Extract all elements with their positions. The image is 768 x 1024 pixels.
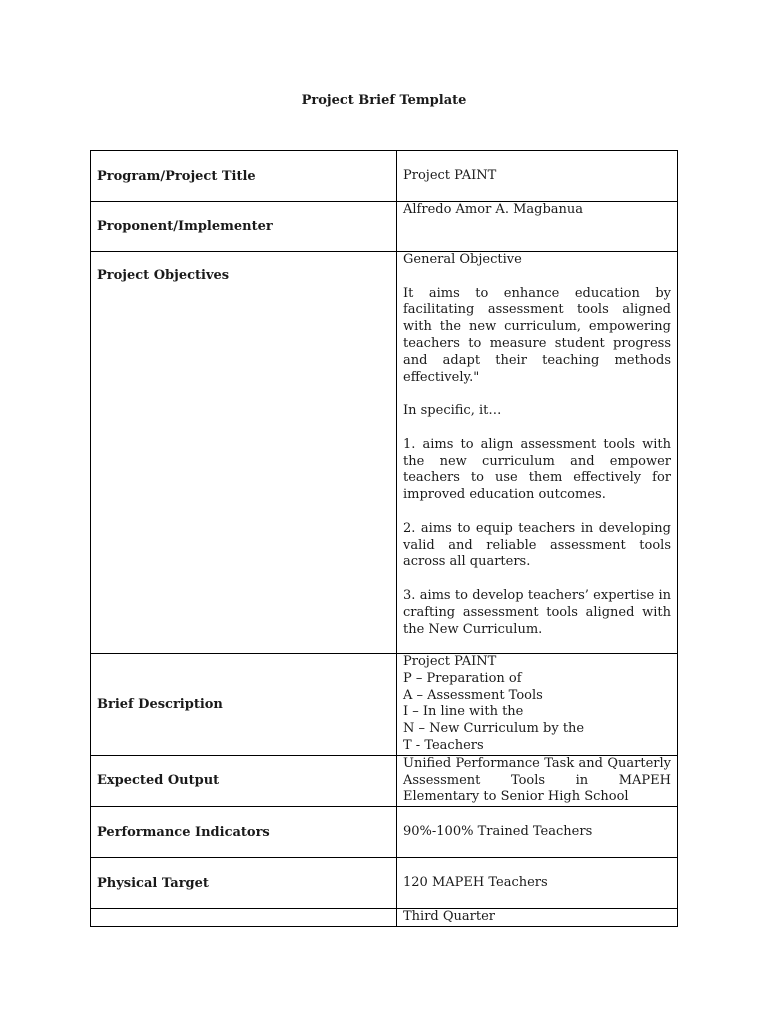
description-line: I – In line with the (403, 704, 524, 720)
expected-output-label: Expected Output (91, 755, 397, 806)
description-line: T - Teachers (403, 737, 484, 753)
physical-target-value: 120 MAPEH Teachers (397, 858, 678, 909)
proponent-value: Alfredo Amor A. Magbanua (397, 202, 678, 252)
table-row-physical-target (91, 858, 678, 909)
performance-indicators-label: Performance Indicators (91, 807, 397, 858)
description-line: N – New Curriculum by the (403, 721, 585, 737)
description-line: P – Preparation of (403, 670, 522, 686)
general-objective-text: It aims to enhance education by facilitating assessment tools aligned with the new curriculum, empowering teachers to measure student progress and adapt their teaching methods effectively." (403, 285, 671, 385)
expected-output-value: Unified Performance Task and Quarterly Assessment Tools in MAPEH Elementary to Senior High School (397, 755, 678, 806)
timeline-value: Third Quarter (397, 909, 678, 927)
specific-objective-2: 2. aims to equip teachers in developing valid and reliable assessment tools across all quarters. (403, 520, 671, 570)
timeline-label (91, 909, 397, 927)
table-row-proponent (91, 202, 678, 252)
specific-intro: In specific, it… (403, 403, 502, 419)
physical-target-label: Physical Target (91, 858, 397, 909)
general-objective-heading: General Objective (403, 252, 522, 267)
description-label: Brief Description (91, 654, 397, 756)
description-line: A – Assessment Tools (403, 687, 543, 703)
specific-objective-1: 1. aims to align assessment tools with the new curriculum and empower teachers to use them effectively for improved education outcomes. (403, 436, 671, 503)
table-row-expected-output (91, 755, 678, 806)
table-row-objectives (91, 252, 678, 654)
program-title-value: Project PAINT (397, 151, 678, 202)
objectives-value (397, 252, 678, 654)
table-row-description (91, 654, 678, 756)
program-title-label: Program/Project Title (91, 151, 397, 202)
table-row-timeline (91, 909, 678, 927)
description-line: Project PAINT (403, 654, 497, 669)
description-value (397, 654, 678, 756)
objectives-label: Project Objectives (91, 252, 397, 654)
proponent-label: Proponent/Implementer (91, 202, 397, 252)
project-brief-table (90, 150, 678, 927)
performance-indicators-value: 90%-100% Trained Teachers (397, 807, 678, 858)
table-row-program-title (91, 151, 678, 202)
specific-objective-3: 3. aims to develop teachers’ expertise in crafting assessment tools aligned with the New Curriculum. (403, 587, 671, 637)
document-title: Project Brief Template (301, 93, 467, 108)
table-row-performance-indicators (91, 807, 678, 858)
